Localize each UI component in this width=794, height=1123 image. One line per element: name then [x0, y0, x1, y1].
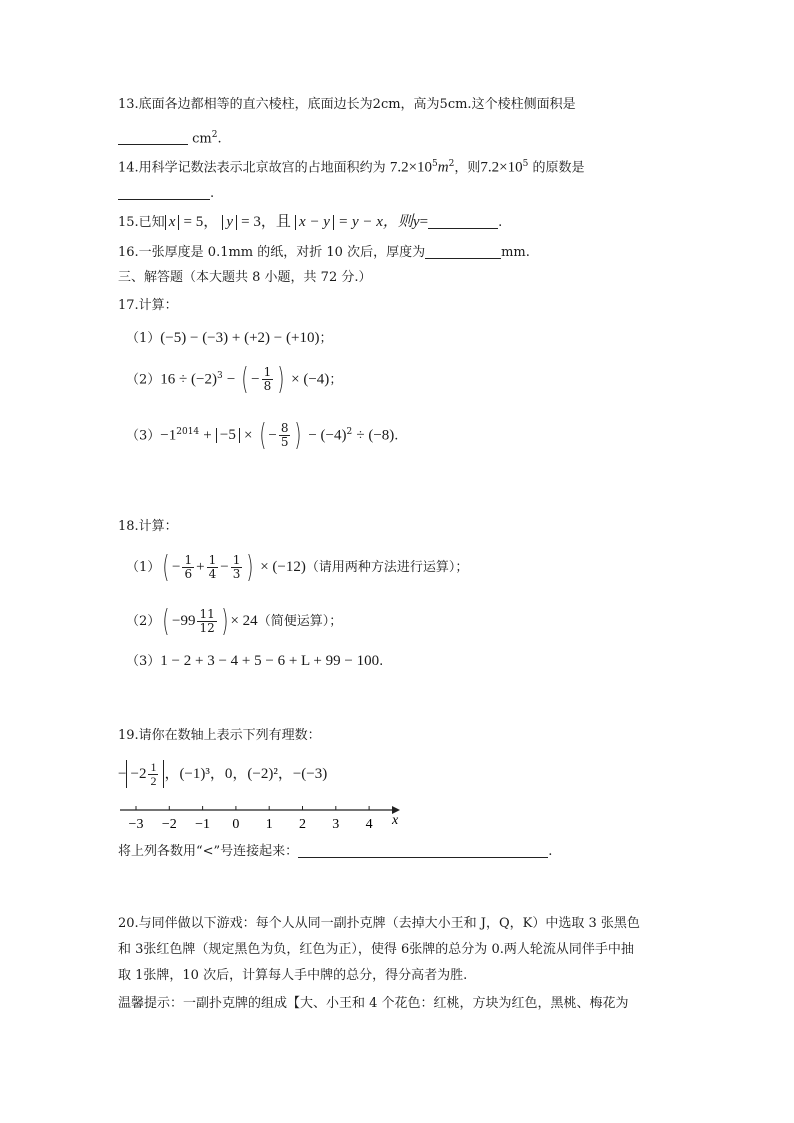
q14-text-a: 14.用科学记数法表示北京故宫的占地面积约为 — [118, 160, 386, 176]
q19-end: . — [548, 844, 553, 859]
part-label: （1） — [126, 560, 161, 575]
q18-p2-b: × 24 — [230, 613, 258, 629]
q17-part-3 — [126, 417, 399, 453]
q16-end: mm. — [501, 245, 530, 260]
fraction — [231, 554, 243, 581]
q19-numbers — [118, 760, 327, 788]
q15-eq2: = 3，且 — [241, 214, 291, 230]
number-line-tick-label: 4 — [365, 817, 373, 832]
q19-rest: ，(−1)³，0，(−2)²，−(−3) — [164, 766, 328, 782]
abs-x: x — [165, 215, 180, 230]
q14-num: 7.2×10 — [389, 159, 433, 176]
fraction-denominator: 6 — [184, 567, 193, 581]
q14-end: . — [210, 186, 215, 201]
fraction-numerator: 11 — [199, 607, 215, 621]
big-paren-close: ) — [246, 549, 254, 585]
question-14-answer — [118, 184, 214, 204]
fraction — [262, 366, 274, 393]
answer-blank[interactable] — [118, 185, 210, 200]
fraction — [148, 761, 158, 788]
q14-unit: m — [437, 159, 449, 176]
mixed-whole: 2 — [138, 766, 147, 782]
question-17-title: 17.计算： — [118, 298, 178, 313]
answer-blank[interactable] — [298, 843, 548, 858]
q15-eq4: = — [419, 214, 429, 230]
q17-p2-b: − — [226, 371, 236, 388]
q19-connect-text: 将上列各数用“<”号连接起来： — [118, 844, 299, 859]
q13-text: 13.底面各边都相等的直六棱柱，底面边长为2cm，高为5cm.这个棱柱侧面积是 — [118, 97, 576, 112]
answer-blank[interactable] — [425, 244, 501, 259]
answer-blank[interactable] — [428, 214, 498, 229]
question-15 — [118, 212, 502, 233]
q20-line-2: 和 3张红色牌（规定黑色为负，红色为正），使得 6张牌的总分为 0.两人轮流从同伴手中抽 — [118, 942, 634, 957]
plus-sign: + — [196, 559, 205, 575]
q16-text: 16.一张厚度是 0.1mm 的纸，对折 10 次后，厚度为 — [118, 245, 426, 260]
fraction — [207, 554, 219, 581]
fraction — [182, 554, 194, 581]
q14-num2: 7.2×10 — [480, 159, 523, 176]
q17-p3-e: ÷ (−8) — [356, 427, 395, 444]
q13-unit: cm — [192, 131, 212, 147]
q13-end: . — [217, 131, 222, 147]
number-line-tick-label: 3 — [332, 817, 340, 832]
fraction-denominator: 8 — [263, 379, 272, 394]
q18-p3-expr: 1 − 2 + 3 − 4 + 5 − 6 + L + 99 − 100 — [160, 653, 380, 669]
q20-line-3: 取 1张牌，10 次后，计算每人手中牌的总分，得分高者为胜. — [118, 968, 468, 983]
q17-p3-exp2: 2 — [346, 427, 353, 437]
q17-p3-c: × — [244, 427, 253, 444]
q17-p2-a: 16 ÷ (−2) — [160, 371, 217, 388]
number-line-tick-label: −1 — [195, 817, 211, 832]
part-label: （3） — [126, 654, 161, 669]
q15-var: y — [412, 214, 420, 230]
q18-p1-note: （请用两种方法进行运算）； — [305, 560, 469, 575]
part-label: （2） — [126, 372, 161, 388]
fraction-numerator: 1 — [184, 553, 193, 567]
q17-part-1 — [126, 328, 332, 349]
q13-unit-sup: 2 — [211, 130, 218, 140]
abs-x-minus-y: x − y — [295, 215, 334, 230]
q15-text-a: 15.已知 — [118, 215, 165, 230]
minus-sign: − — [172, 559, 181, 575]
axis-variable-label: x — [392, 813, 399, 828]
minus-sign: − — [220, 559, 229, 575]
q14-text-c: 的原数是 — [532, 160, 585, 176]
q17-p2-c: × (−4) — [291, 371, 330, 388]
q17-p3-a: −1 — [160, 427, 177, 444]
fraction — [197, 608, 216, 635]
q17-part-2 — [126, 361, 343, 397]
q18-p2-note: （简便运算）； — [257, 614, 343, 629]
fraction-numerator: 8 — [280, 421, 289, 436]
fraction-denominator: 5 — [280, 435, 289, 450]
big-paren-open: ( — [241, 361, 249, 397]
abs-mixed-number — [126, 760, 164, 788]
question-19-title: 19.请你在数轴上表示下列有理数： — [118, 728, 321, 743]
fraction-denominator: 3 — [232, 567, 241, 581]
mixed-whole: −99 — [172, 613, 196, 629]
big-paren-open: ( — [162, 603, 170, 639]
q17-p3-b: + — [203, 427, 212, 444]
fraction-denominator: 2 — [150, 774, 157, 789]
big-paren-close: ) — [221, 603, 229, 639]
part-label: （2） — [126, 614, 161, 629]
minus-sign: − — [130, 766, 139, 782]
question-14 — [118, 154, 584, 178]
minus-sign: − — [268, 427, 277, 444]
q17-p3-exp: 2014 — [176, 427, 200, 437]
fraction-denominator: 12 — [199, 621, 215, 635]
answer-blank[interactable] — [118, 130, 188, 145]
big-paren-open: ( — [162, 549, 170, 585]
number-line — [116, 800, 406, 836]
number-line-tick-label: 0 — [232, 817, 240, 832]
question-18-title: 18.计算： — [118, 519, 178, 534]
q14-exp: 5 — [432, 159, 438, 169]
question-13-answer — [118, 125, 222, 149]
part-end: . — [379, 654, 384, 669]
section-heading: 三、解答题（本大题共 8 小题，共 72 分.） — [118, 270, 372, 285]
number-line-tick-label: 2 — [299, 817, 306, 832]
q17-p1-expr: (−5) − (−3) + (+2) − (+10) — [160, 330, 320, 346]
q20-line-4: 温馨提示：一副扑克牌的组成【大、小王和 4 个花色：红桃，方块为红色，黑桃、梅花为 — [118, 996, 629, 1011]
part-label: （3） — [126, 428, 161, 444]
q17-p3-d: − (−4) — [308, 427, 347, 444]
part-end: ； — [319, 331, 333, 346]
q15-eq1: = 5， — [183, 214, 219, 230]
abs-minus-five: −5 — [216, 428, 240, 443]
q18-part-1 — [126, 549, 469, 585]
fraction-numerator: 1 — [232, 553, 241, 567]
fraction-denominator: 4 — [208, 567, 217, 581]
q14-exp2: 5 — [522, 159, 529, 169]
q15-eq3: = y − x，则 — [338, 214, 413, 230]
question-13 — [118, 95, 576, 115]
q15-end: . — [498, 215, 503, 230]
number-line-tick-label: −3 — [128, 817, 144, 832]
number-line-tick-label: 1 — [265, 817, 273, 832]
q20-line-1: 20.与同伴做以下游戏：每个人从同一副扑克牌（去掉大小王和 J，Q，K）中选取 3 张黑色 — [118, 916, 640, 931]
question-16 — [118, 243, 530, 263]
big-paren-open: ( — [258, 417, 266, 453]
part-end: ； — [329, 372, 343, 388]
number-line-tick-label: −2 — [161, 817, 177, 832]
fraction-numerator: 1 — [263, 365, 272, 380]
fraction-numerator: 1 — [150, 760, 157, 775]
q17-p2-exp: 3 — [216, 371, 223, 381]
fraction-numerator: 1 — [208, 553, 217, 567]
fraction — [279, 422, 291, 449]
q18-part-3 — [126, 651, 383, 672]
minus-sign: − — [118, 766, 127, 782]
part-end: . — [394, 428, 399, 444]
q18-part-2 — [126, 603, 343, 639]
minus-sign: − — [251, 371, 260, 388]
q14-unit-sup: 2 — [448, 159, 455, 169]
abs-y: y — [222, 215, 237, 230]
q19-connect — [118, 842, 552, 862]
q18-p1-b: × (−12) — [260, 559, 306, 575]
big-paren-close: ) — [277, 361, 285, 397]
part-label: （1） — [126, 331, 161, 346]
big-paren-close: ) — [294, 417, 302, 453]
q14-text-b: ，则 — [454, 160, 481, 176]
